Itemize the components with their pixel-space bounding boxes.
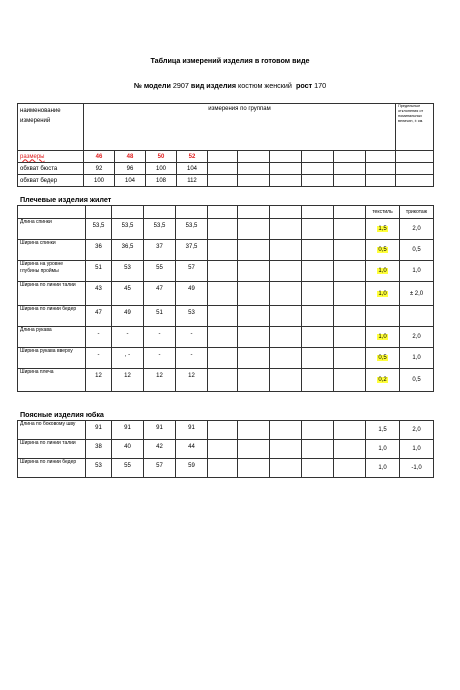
table-row (18, 459, 434, 478)
row-label: Ширина по линии бедер (18, 306, 86, 327)
skirt-section-title: Поясные изделия юбка (20, 410, 104, 419)
value-cell: 40 (112, 440, 144, 459)
value-cell: 45 (112, 282, 144, 306)
main-measurements-table (17, 103, 434, 187)
col-knit: трикотаж (400, 206, 434, 219)
knit-cell: 2,0 (400, 219, 434, 240)
value-cell: 91 (144, 421, 176, 440)
height-label: рост (295, 81, 313, 90)
sizes-label: размеры (18, 151, 84, 163)
row-label: Ширина на уровне глубины проймы (18, 261, 86, 282)
value-cell: 100 (146, 163, 177, 175)
row-label: Ширина по линии талии (18, 282, 86, 306)
value-cell: - (86, 327, 112, 348)
value-cell: 96 (115, 163, 146, 175)
textile-cell: 0,5 (366, 240, 400, 261)
value-cell: - (86, 348, 112, 369)
row-label: Ширина по линии талии (18, 440, 86, 459)
row-label: обхват бедер (18, 175, 84, 187)
row-label: Длина по боковому шву (18, 421, 86, 440)
textile-cell: 0,2 (366, 369, 400, 392)
value-cell: 100 (84, 175, 115, 187)
value-cell: - (176, 348, 208, 369)
size-cell: 52 (177, 151, 208, 163)
skirt-table (17, 420, 434, 478)
value-cell: 51 (86, 261, 112, 282)
type-label: вид изделия (190, 81, 237, 90)
value-cell: 44 (176, 440, 208, 459)
value-cell: 57 (144, 459, 176, 478)
value-cell: 36,5 (112, 240, 144, 261)
value-cell: 55 (112, 459, 144, 478)
tolerance-header: Предельные отклонения от номинальных величин, ± см. (396, 104, 434, 151)
knit-cell: -1,0 (400, 459, 434, 478)
value-cell: 57 (176, 261, 208, 282)
value-cell: 53 (112, 261, 144, 282)
value-cell: 12 (86, 369, 112, 392)
value-cell: 53 (86, 459, 112, 478)
size-cell: 46 (84, 151, 115, 163)
value-cell: , - (112, 348, 144, 369)
value-cell: 36 (86, 240, 112, 261)
table-row (18, 261, 434, 282)
table-row (18, 306, 434, 327)
value-cell: 92 (84, 163, 115, 175)
textile-cell: 1,0 (366, 261, 400, 282)
knit-cell: 1,0 (400, 261, 434, 282)
table-row (18, 327, 434, 348)
value-cell: 12 (144, 369, 176, 392)
textile-cell: 1,0 (366, 282, 400, 306)
knit-cell: 2,0 (400, 327, 434, 348)
value-cell: 53,5 (176, 219, 208, 240)
table-row (18, 282, 434, 306)
table-row (18, 440, 434, 459)
value-cell: 55 (144, 261, 176, 282)
knit-cell (400, 306, 434, 327)
textile-cell: 1,0 (366, 440, 400, 459)
value-cell: 12 (176, 369, 208, 392)
knit-cell: ± 2,0 (400, 282, 434, 306)
size-cell: 50 (146, 151, 177, 163)
col-textile: текстиль (366, 206, 400, 219)
textile-cell: 1,0 (366, 327, 400, 348)
table-row (18, 240, 434, 261)
value-cell: 91 (86, 421, 112, 440)
page-title: Таблица измерений изделия в готовом виде (150, 56, 310, 65)
value-cell: 104 (177, 163, 208, 175)
value-cell: 53,5 (144, 219, 176, 240)
textile-cell: 1,5 (366, 421, 400, 440)
row-label: Длина спинки (18, 219, 86, 240)
knit-cell: 2,0 (400, 421, 434, 440)
knit-cell: 1,0 (400, 348, 434, 369)
knit-cell: 0,5 (400, 369, 434, 392)
row-label: Длина рукава (18, 327, 86, 348)
value-cell: 37 (144, 240, 176, 261)
textile-cell (366, 306, 400, 327)
textile-cell: 1,5 (366, 219, 400, 240)
value-cell: 91 (176, 421, 208, 440)
value-cell: - (144, 327, 176, 348)
model-value: 2907 (172, 81, 189, 90)
table-row (18, 348, 434, 369)
value-cell: - (176, 327, 208, 348)
value-cell: 53,5 (112, 219, 144, 240)
value-cell: - (144, 348, 176, 369)
value-cell: 91 (112, 421, 144, 440)
table-row (18, 421, 434, 440)
size-cell: 48 (115, 151, 146, 163)
groups-header: измерения по группам (84, 104, 396, 151)
type-value: костюм женский (238, 81, 292, 90)
value-cell: 47 (86, 306, 112, 327)
vest-section-title: Плечевые изделия жилет (20, 195, 112, 204)
value-cell: 51 (144, 306, 176, 327)
value-cell: 42 (144, 440, 176, 459)
value-cell: 49 (112, 306, 144, 327)
value-cell: 53,5 (86, 219, 112, 240)
value-cell: - (112, 327, 144, 348)
model-label: № модели (133, 81, 171, 90)
value-cell: 59 (176, 459, 208, 478)
value-cell: 49 (176, 282, 208, 306)
row-label: Ширина спинки (18, 240, 86, 261)
value-cell: 38 (86, 440, 112, 459)
value-cell: 37,5 (176, 240, 208, 261)
knit-cell: 1,0 (400, 440, 434, 459)
value-cell: 12 (112, 369, 144, 392)
value-cell: 47 (144, 282, 176, 306)
table-row (18, 219, 434, 240)
value-cell: 112 (177, 175, 208, 187)
row-label: Ширина по линии бедер (18, 459, 86, 478)
row-label: Ширина плеча (18, 369, 86, 392)
value-cell: 43 (86, 282, 112, 306)
height-value: 170 (314, 81, 327, 90)
value-cell: 108 (146, 175, 177, 187)
knit-cell: 0,5 (400, 240, 434, 261)
table-row (18, 369, 434, 392)
name-header: наименование измерений (18, 104, 84, 151)
row-label: Ширина рукава вверху (18, 348, 86, 369)
row-label: обхват бюста (18, 163, 84, 175)
vest-table (17, 205, 434, 392)
model-info (0, 81, 460, 90)
textile-cell: 1,0 (366, 459, 400, 478)
textile-cell: 0,5 (366, 348, 400, 369)
value-cell: 53 (176, 306, 208, 327)
value-cell: 104 (115, 175, 146, 187)
